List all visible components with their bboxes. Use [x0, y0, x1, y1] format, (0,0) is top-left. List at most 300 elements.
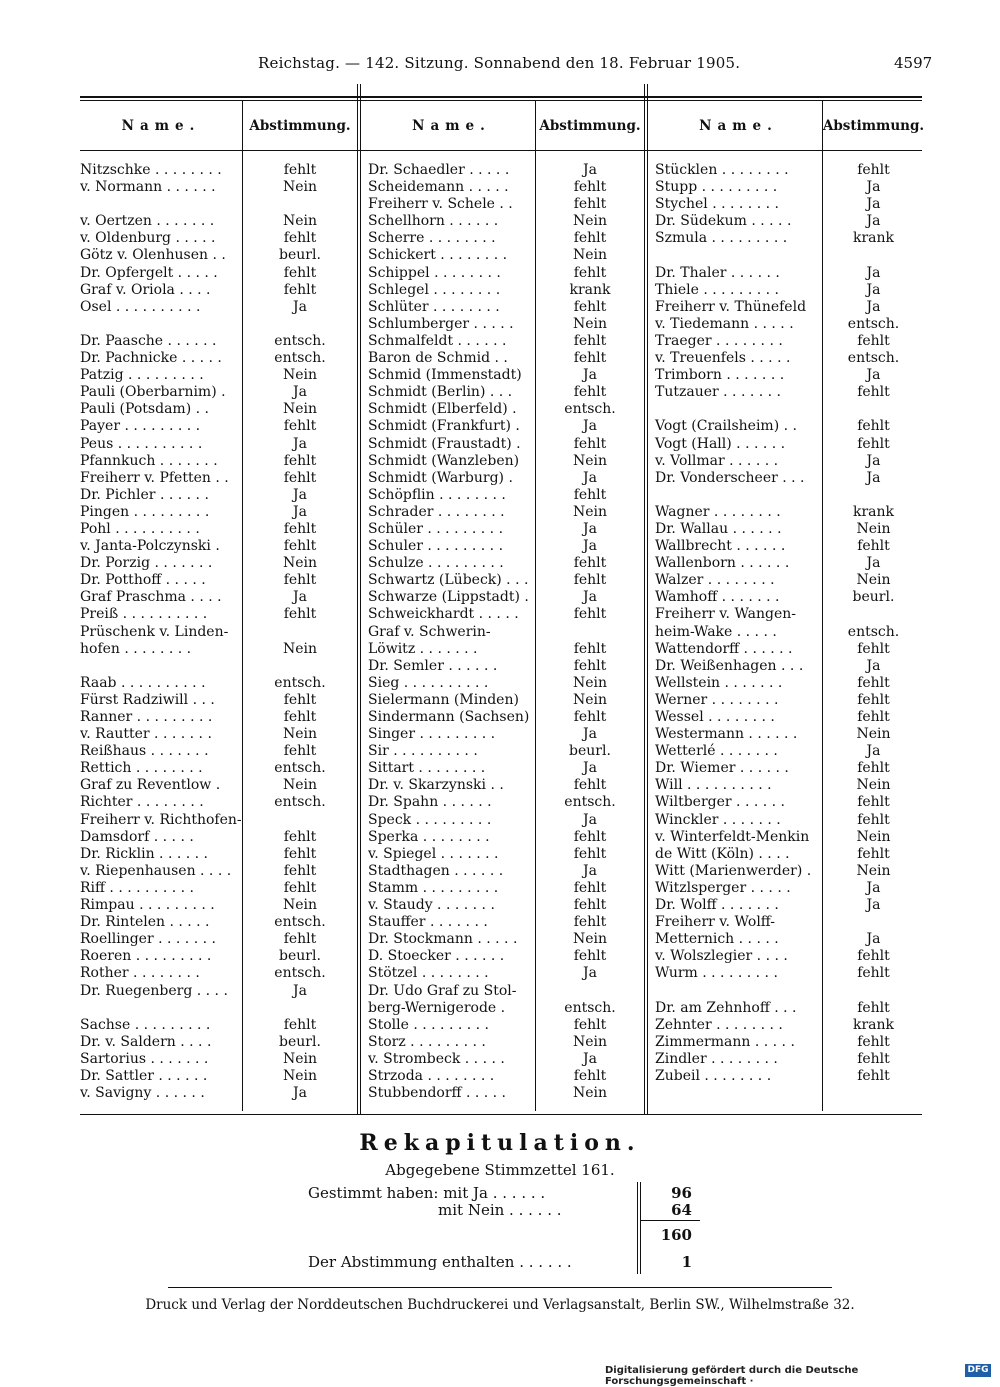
table-row	[655, 521, 925, 538]
vote-value: Nein	[856, 572, 891, 589]
table-row	[655, 726, 925, 743]
vote-value: fehlt	[857, 418, 890, 435]
vote-value: fehlt	[283, 879, 317, 896]
vote-value: entsch.	[274, 914, 326, 931]
table-row	[368, 265, 645, 282]
member-name: Löwitz . . . . . . .	[368, 640, 478, 657]
table-row	[655, 658, 925, 675]
member-name: Dr. Semler . . . . . .	[368, 657, 498, 674]
vote-value: fehlt	[573, 298, 607, 315]
table-row	[368, 760, 645, 777]
vote-value: Nein	[282, 1050, 318, 1067]
member-name: Fürst Radziwill . . .	[80, 691, 215, 708]
table-row	[368, 589, 645, 606]
member-name: Dr. Stockmann . . . . .	[368, 931, 518, 948]
member-name: Schuler . . . . . . . . .	[368, 538, 504, 555]
table-row	[80, 812, 358, 829]
imprint: Druck und Verlag der Norddeutschen Buchdruckerei und Verlagsanstalt, Berlin SW., Wilhelmstraße 32.	[145, 1297, 855, 1313]
member-name: Wattendorff . . . . . .	[655, 640, 793, 657]
member-name: Payer . . . . . . . . .	[80, 418, 201, 435]
vote-value: fehlt	[857, 640, 890, 657]
table-row	[368, 247, 645, 264]
table-row	[655, 1034, 925, 1051]
vote-value: fehlt	[573, 897, 607, 914]
table-row	[368, 436, 645, 453]
table-row	[80, 1068, 358, 1085]
table-row	[80, 555, 358, 572]
vote-value: fehlt	[573, 777, 607, 794]
vote-value: Nein	[856, 726, 891, 743]
member-name: Zimmermann . . . . .	[655, 1033, 795, 1050]
vote-value: beurl.	[852, 589, 895, 606]
vote-value: entsch.	[847, 315, 900, 332]
vote-value: fehlt	[283, 691, 317, 708]
member-name: Damsdorf . . . . .	[80, 828, 194, 845]
member-name: Schlegel . . . . . . . .	[368, 281, 501, 298]
vote-value: Ja	[583, 520, 597, 537]
member-name: Stolle . . . . . . . . .	[368, 1016, 489, 1033]
ballot-count: Abgegebene Stimmzettel 161.	[385, 1161, 615, 1179]
table-row	[655, 367, 925, 384]
vote-value: Ja	[583, 726, 597, 743]
vote-value: entsch.	[564, 999, 616, 1016]
table-row	[80, 367, 358, 384]
table-row	[368, 504, 645, 521]
member-name: v. Treuenfels . . . . .	[655, 350, 791, 367]
table-row	[368, 179, 645, 196]
member-name: v. Strombeck . . . . .	[368, 1050, 505, 1067]
vote-header: Abstimmung.	[249, 118, 351, 134]
member-name: Sachse . . . . . . . . .	[80, 1016, 211, 1033]
member-name: v. Winterfeldt-Menkin	[655, 828, 810, 845]
member-name: Scherre . . . . . . . .	[368, 230, 496, 247]
table-row	[368, 453, 645, 470]
member-name: Schickert . . . . . . . .	[368, 247, 508, 264]
recap-separator	[637, 1182, 638, 1274]
member-name: Dr. Sattler . . . . . .	[80, 1067, 208, 1084]
member-name: Werner . . . . . . . .	[655, 691, 779, 708]
vote-value: beurl.	[279, 1033, 321, 1050]
vote-value: fehlt	[573, 332, 607, 349]
vote-value: fehlt	[857, 760, 890, 777]
table-row	[655, 247, 925, 264]
table-row	[80, 965, 358, 982]
member-name: Schmidt (Fraustadt) .	[368, 435, 521, 452]
vote-value: entsch.	[564, 401, 616, 418]
vote-value: fehlt	[857, 162, 890, 178]
table-row	[368, 350, 645, 367]
vote-value: fehlt	[573, 640, 607, 657]
voted-no-value: 64	[671, 1201, 692, 1219]
vote-value: Ja	[583, 538, 597, 555]
member-name: Vogt (Crailsheim) . .	[655, 418, 797, 435]
vote-value: fehlt	[573, 572, 607, 589]
member-name: Peus . . . . . . . . . .	[80, 435, 203, 452]
table-row	[655, 641, 925, 658]
member-name: Zehnter . . . . . . . .	[655, 1016, 783, 1033]
table-row	[80, 726, 358, 743]
member-name: Baron de Schmid . .	[368, 350, 508, 367]
table-row	[655, 265, 925, 282]
table-row	[80, 658, 358, 675]
table-row	[655, 572, 925, 589]
member-name: Stauffer . . . . . . .	[368, 914, 488, 931]
member-name: Witzlsperger . . . . .	[655, 879, 791, 896]
table-row	[655, 914, 925, 931]
member-name: Pingen . . . . . . . . .	[80, 503, 210, 520]
member-name: Schellhorn . . . . . .	[368, 213, 499, 230]
table-row	[368, 213, 645, 230]
table-row	[80, 453, 358, 470]
member-name: Stücklen . . . . . . . .	[655, 162, 789, 178]
member-name: Schmidt (Berlin) . . .	[368, 384, 513, 401]
digitization-credit: Digitalisierung gefördert durch die Deutsche Forschungsgemeinschaft ·	[605, 1365, 859, 1387]
vote-value: fehlt	[573, 486, 607, 503]
vote-value: Nein	[572, 1085, 608, 1102]
member-name: Götz v. Olenhusen . .	[80, 247, 226, 264]
table-row	[368, 812, 645, 829]
member-name: Wellstein . . . . . . .	[655, 674, 783, 691]
table-row	[80, 1017, 358, 1034]
member-name: Roellinger . . . . . . .	[80, 931, 216, 948]
member-name: Riff . . . . . . . . . .	[80, 879, 194, 896]
member-name: Dr. Opfergelt . . . . .	[80, 264, 218, 281]
table-row	[368, 418, 645, 435]
member-name: Dr. Weißenhagen . . .	[655, 657, 804, 674]
member-name: v. Staudy . . . . . . .	[368, 897, 495, 914]
member-name: Sittart . . . . . . . .	[368, 760, 486, 777]
member-name: v. Tiedemann . . . . .	[655, 315, 794, 332]
table-row	[80, 743, 358, 760]
vote-value: Nein	[572, 213, 608, 230]
member-name: v. Oertzen . . . . . . .	[80, 213, 215, 230]
member-name: Dr. am Zehnhoff . . .	[655, 999, 797, 1016]
member-name: Schippel . . . . . . . .	[368, 264, 501, 281]
vote-rows	[655, 162, 925, 1085]
member-name: Schmalfeldt . . . . . .	[368, 332, 507, 349]
vote-value: entsch.	[564, 794, 616, 811]
table-row	[368, 538, 645, 555]
member-name: Stupp . . . . . . . . .	[655, 179, 778, 196]
vote-value: fehlt	[283, 538, 317, 555]
table-row	[368, 829, 645, 846]
abstained-value: 1	[681, 1253, 692, 1271]
vote-value: Nein	[282, 726, 318, 743]
vote-rows	[368, 162, 645, 1102]
member-name: Dr. v. Skarzynski . .	[368, 777, 504, 794]
vote-value: beurl.	[569, 743, 611, 760]
member-name: Rettich . . . . . . . .	[80, 760, 203, 777]
vote-header: Abstimmung.	[539, 118, 641, 134]
vote-value: Ja	[866, 555, 881, 572]
recap-title: Rekapitulation.	[359, 1130, 641, 1156]
member-name: Schmidt (Elberfeld) .	[368, 401, 517, 418]
member-name: Dr. Wallau . . . . . .	[655, 520, 782, 537]
total-value: 160	[660, 1226, 692, 1244]
vote-value: Ja	[293, 298, 307, 315]
vote-value: Nein	[282, 897, 318, 914]
vote-value: fehlt	[573, 1067, 607, 1084]
table-row	[80, 692, 358, 709]
abstained-label: Der Abstimmung enthalten . . . . . .	[308, 1253, 572, 1271]
table-row	[80, 675, 358, 692]
voted-yes-label: Gestimmt haben: mit Ja . . . . . .	[308, 1184, 546, 1202]
table-row	[655, 606, 925, 623]
voted-no-label: mit Nein . . . . . .	[438, 1201, 562, 1219]
vote-value: fehlt	[283, 469, 317, 486]
vote-value: Nein	[572, 1033, 608, 1050]
vote-value: fehlt	[857, 538, 890, 555]
table-row	[655, 487, 925, 504]
member-name: Trimborn . . . . . . .	[655, 367, 785, 384]
table-row	[80, 436, 358, 453]
table-row	[80, 418, 358, 435]
member-name: Schöpflin . . . . . . . .	[368, 486, 506, 503]
table-row	[80, 1000, 358, 1017]
member-name: Prüschenk v. Linden-	[80, 623, 229, 640]
member-name: Sieg . . . . . . . . . .	[368, 674, 489, 691]
member-name: Richter . . . . . . . .	[80, 794, 204, 811]
vote-value: fehlt	[857, 948, 890, 965]
table-row	[368, 384, 645, 401]
member-name: Wiltberger . . . . . .	[655, 794, 786, 811]
vote-value: fehlt	[857, 691, 890, 708]
member-name: Pohl . . . . . . . . . .	[80, 520, 200, 537]
vote-value: fehlt	[857, 1033, 890, 1050]
table-row	[80, 931, 358, 948]
table-row	[655, 931, 925, 948]
member-name: Dr. Ruegenberg . . . .	[80, 982, 228, 999]
table-row	[80, 760, 358, 777]
table-row	[368, 282, 645, 299]
member-name: Freiherr v. Wolff-	[655, 914, 775, 931]
member-name: Dr. Vonderscheer . . .	[655, 469, 805, 486]
vote-value: Ja	[583, 965, 597, 982]
vote-value: Nein	[572, 315, 608, 332]
member-name: Wurm . . . . . . . . .	[655, 965, 778, 982]
vote-value: fehlt	[283, 931, 317, 948]
member-name: Schrader . . . . . . . .	[368, 503, 505, 520]
member-name: v. Normann . . . . . .	[80, 179, 216, 196]
vote-value: entsch.	[274, 794, 326, 811]
vote-value: fehlt	[573, 179, 607, 196]
member-name: Wamhoff . . . . . . .	[655, 589, 780, 606]
table-row	[80, 880, 358, 897]
table-row	[368, 555, 645, 572]
member-name: Wagner . . . . . . . .	[655, 503, 781, 520]
member-name: Ranner . . . . . . . . .	[80, 709, 213, 725]
table-head-rule	[80, 150, 922, 151]
member-name: Schmidt (Warburg) .	[368, 469, 513, 486]
member-name: Pauli (Potsdam) . .	[80, 401, 209, 418]
vote-value: entsch.	[847, 623, 900, 640]
table-row	[80, 179, 358, 196]
vote-value: Ja	[293, 503, 307, 520]
member-name: Zubeil . . . . . . . .	[655, 1067, 772, 1084]
member-name: Stychel . . . . . . . .	[655, 196, 779, 213]
table-row	[368, 470, 645, 487]
vote-value: Ja	[293, 1085, 307, 1102]
member-name: Freiherr v. Wangen-	[655, 606, 796, 623]
member-name: Dr. Porzig . . . . . . .	[80, 555, 213, 572]
vote-value: Nein	[856, 862, 891, 879]
vote-value: Nein	[572, 452, 608, 469]
vote-value: Nein	[282, 555, 318, 572]
table-row	[655, 743, 925, 760]
vote-value: entsch.	[274, 350, 326, 367]
table-row	[368, 658, 645, 675]
table-row	[80, 897, 358, 914]
vote-value: Ja	[866, 264, 881, 281]
table-row	[655, 316, 925, 333]
table-row	[80, 299, 358, 316]
table-row	[368, 914, 645, 931]
vote-value: fehlt	[573, 264, 607, 281]
vote-value: fehlt	[283, 264, 317, 281]
member-name: Dr. v. Saldern . . . .	[80, 1033, 212, 1050]
member-name: Graf Praschma . . . .	[80, 589, 222, 606]
vote-value: Ja	[866, 367, 881, 384]
name-header: Name.	[412, 118, 491, 134]
table-row	[80, 487, 358, 504]
vote-value: krank	[569, 281, 611, 298]
table-row	[368, 726, 645, 743]
table-row	[655, 436, 925, 453]
table-row	[368, 794, 645, 811]
vote-value: fehlt	[573, 709, 607, 725]
table-row	[368, 983, 645, 1000]
member-name: Dr. Südekum . . . . .	[655, 213, 792, 230]
vote-value: fehlt	[283, 520, 317, 537]
table-row	[655, 846, 925, 863]
member-name: berg-Wernigerode .	[368, 999, 506, 1016]
member-name: Schüler . . . . . . . . .	[368, 520, 504, 537]
table-row	[80, 1085, 358, 1102]
table-row	[655, 384, 925, 401]
table-row	[655, 453, 925, 470]
vote-value: Ja	[866, 281, 881, 298]
vote-value: Ja	[866, 931, 881, 948]
member-name: Schmidt (Frankfurt) .	[368, 418, 520, 435]
name-header: Name.	[121, 118, 201, 134]
member-name: Dr. Wolff . . . . . . .	[655, 897, 779, 914]
table-row	[368, 162, 645, 179]
member-name: Stamm . . . . . . . . .	[368, 879, 499, 896]
sum-rule	[640, 1220, 700, 1221]
col-separator-1b	[360, 84, 361, 1114]
vote-value: fehlt	[573, 845, 607, 862]
vote-value: Ja	[583, 1050, 597, 1067]
member-name: Schmidt (Wanzleben)	[368, 452, 520, 469]
table-row	[80, 846, 358, 863]
dfg-logo: DFG	[965, 1364, 991, 1377]
member-name: Dr. Schaedler . . . . .	[368, 162, 510, 178]
vote-value: fehlt	[857, 332, 890, 349]
vote-value: fehlt	[283, 1016, 317, 1033]
table-row	[655, 179, 925, 196]
table-row	[80, 333, 358, 350]
table-row	[80, 777, 358, 794]
vote-value: Ja	[866, 657, 881, 674]
vote-value: Nein	[856, 777, 891, 794]
vote-value: Nein	[572, 503, 608, 520]
member-name: Dr. Thaler . . . . . .	[655, 264, 780, 281]
vote-value: fehlt	[283, 709, 317, 725]
vote-value: Ja	[866, 298, 881, 315]
table-row	[80, 196, 358, 213]
table-row	[80, 1034, 358, 1051]
vote-value: fehlt	[283, 862, 317, 879]
vote-value: entsch.	[274, 674, 326, 691]
vote-value: Ja	[866, 469, 881, 486]
vote-value: beurl.	[279, 247, 321, 264]
member-name: Sindermann (Sachsen)	[368, 709, 530, 725]
table-row	[368, 1068, 645, 1085]
table-row	[655, 675, 925, 692]
vote-value: entsch.	[847, 350, 900, 367]
vote-value: Ja	[293, 589, 307, 606]
member-name: Wallenborn . . . . . .	[655, 555, 790, 572]
vote-header: Abstimmung.	[822, 118, 925, 134]
member-name: Tutzauer . . . . . . .	[655, 384, 781, 401]
member-name: Wetterlé . . . . . . .	[655, 743, 778, 760]
vote-value: Nein	[856, 520, 891, 537]
member-name: v. Janta-Polczynski .	[80, 538, 220, 555]
vote-value: fehlt	[857, 435, 890, 452]
member-name: Preiß . . . . . . . . . .	[80, 606, 208, 623]
table-row	[368, 624, 645, 641]
table-row	[368, 316, 645, 333]
table-row	[80, 606, 358, 623]
vote-value: beurl.	[279, 948, 321, 965]
table-row	[655, 897, 925, 914]
member-name: Witt (Marienwerder) .	[655, 862, 812, 879]
table-row	[368, 487, 645, 504]
table-row	[655, 863, 925, 880]
member-name: Dr. Potthoff . . . . .	[80, 572, 206, 589]
page-number: 4597	[894, 54, 933, 72]
member-name: Stötzel . . . . . . . .	[368, 965, 489, 982]
table-row	[80, 521, 358, 538]
table-row	[368, 931, 645, 948]
member-name: Sir . . . . . . . . . .	[368, 743, 478, 760]
table-row	[80, 350, 358, 367]
member-name: Winckler . . . . . . .	[655, 811, 781, 828]
table-row	[655, 333, 925, 350]
vote-value: Nein	[282, 640, 318, 657]
member-name: Rother . . . . . . . .	[80, 965, 200, 982]
table-row	[368, 709, 645, 726]
table-row	[80, 384, 358, 401]
vote-value: Ja	[293, 486, 307, 503]
table-row	[655, 470, 925, 487]
table-row	[80, 589, 358, 606]
vote-value: Nein	[572, 691, 608, 708]
member-name: Speck . . . . . . . . .	[368, 811, 492, 828]
vote-rows	[80, 162, 358, 1102]
table-row	[80, 230, 358, 247]
vote-value: Ja	[583, 418, 597, 435]
member-name: Wessel . . . . . . . .	[655, 709, 775, 725]
vote-value: fehlt	[573, 230, 607, 247]
member-name: v. Oldenburg . . . . .	[80, 230, 216, 247]
table-row	[368, 1034, 645, 1051]
vote-value: Ja	[583, 862, 597, 879]
table-row	[368, 572, 645, 589]
table-row	[368, 777, 645, 794]
table-row	[80, 709, 358, 726]
table-row	[80, 624, 358, 641]
